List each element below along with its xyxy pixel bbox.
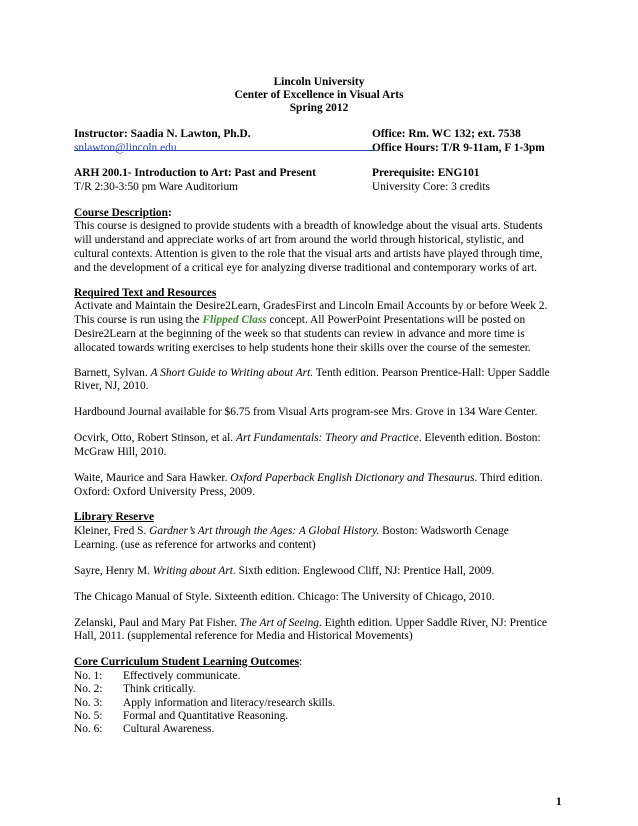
citation-details: . Eleventh edition. Boston: [418, 432, 541, 444]
description-line: will understand and appreciate works of art from around the world through historical, stylistic, and [74, 234, 524, 246]
university-core: University Core: 3 credits [372, 181, 490, 193]
citation-zelanski-line2: Hall, 2011. (supplemental reference for Media and Historical Movements) [74, 630, 413, 642]
description-line: This course is designed to provide students with a breadth of knowledge about the visual arts. Students [74, 220, 543, 232]
outcome-number: No. 2: [74, 683, 103, 695]
citation-zelanski [74, 617, 547, 630]
citation-details: . Third edition. [474, 472, 543, 484]
outcome-text: Effectively communicate. [123, 670, 241, 682]
outcomes-heading: Core Curriculum Student Learning Outcomes [74, 656, 300, 668]
heading-colon: : [299, 656, 303, 668]
citation-title: Oxford Paperback English Dictionary and Thesaurus [230, 472, 475, 484]
university-name: Lincoln University [273, 76, 365, 88]
citation-title: Art Fundamentals: Theory and Practice [235, 432, 419, 444]
citation-kleiner-line2: Learning. (use as reference for artworks and content) [74, 539, 316, 551]
citation-ocvirk [74, 432, 541, 445]
citation-author: Zelanski, Paul and Mary Pat Fisher. [74, 617, 240, 629]
instructor-email-link[interactable]: snlawton@lincoln.edu [74, 142, 177, 154]
outcome-text: Apply information and literacy/research skills. [123, 697, 336, 709]
course-schedule: T/R 2:30-3:50 pm Ware Auditorium [74, 181, 239, 193]
library-reserve-heading: Library Reserve [74, 511, 155, 523]
page-number: 1 [556, 796, 562, 808]
journal-note: Hardbound Journal available for $6.75 from Visual Arts program-see Mrs. Grove in 134 Ware Center. [74, 406, 538, 418]
citation-details: Sixth edition. Englewood Cliff, NJ: Prentice Hall, 2009. [235, 565, 495, 577]
citation-chicago: The Chicago Manual of Style. Sixteenth edition. Chicago: The University of Chicago, 2010. [74, 591, 495, 603]
description-line: and the development of a critical eye for analyzing diverse traditional and contemporary works of art. [74, 262, 538, 274]
center-name: Center of Excellence in Visual Arts [234, 89, 404, 101]
required-text-heading: Required Text and Resources [74, 287, 217, 299]
description-line: cultural contexts. Attention is given to the role that the visual arts and artists have played through time, [74, 248, 543, 260]
office-location: Office: Rm. WC 132; ext. 7538 [372, 128, 521, 140]
resources-line [74, 314, 525, 327]
outcome-text: Formal and Quantitative Reasoning. [123, 710, 289, 722]
citation-title: The Art of Seeing [239, 617, 319, 629]
citation-barnett [74, 367, 550, 380]
outcome-text: Think critically. [123, 683, 196, 695]
prerequisite: Prerequisite: ENG101 [372, 167, 480, 179]
email-underline [74, 150, 374, 151]
resources-text: This course is run using the [74, 314, 203, 326]
citation-ocvirk-line2: McGraw Hill, 2010. [74, 446, 167, 458]
citation-details: . Eighth edition. Upper Saddle River, NJ: Prentice [318, 617, 547, 629]
citation-author: Ocvirk, Otto, Robert Stinson, et al. [74, 432, 236, 444]
citation-kleiner [74, 525, 509, 538]
resources-line: Activate and Maintain the Desire2Learn, GradesFirst and Lincoln Email Accounts by or before Week 2. [74, 300, 548, 312]
outcome-number: No. 6: [74, 723, 103, 735]
citation-author: Kleiner, Fred S. [74, 525, 150, 537]
citation-title: A Short Guide to Writing about Art. [150, 367, 314, 379]
citation-author: Waite, Maurice and Sara Hawker. [74, 472, 231, 484]
instructor-name: Instructor: Saadia N. Lawton, Ph.D. [74, 128, 251, 140]
citation-title: Gardner’s Art through the Ages: A Global History. [149, 525, 380, 537]
citation-sayre [74, 565, 494, 578]
citation-waite-line2: Oxford: Oxford University Press, 2009. [74, 486, 255, 498]
outcome-text: Cultural Awareness. [123, 723, 215, 735]
outcomes-heading-row [74, 656, 302, 669]
course-title: ARH 200.1- Introduction to Art: Past and Present [74, 167, 316, 179]
term: Spring 2012 [289, 102, 349, 114]
office-hours: Office Hours: T/R 9-11am, F 1-3pm [372, 142, 545, 154]
resources-text: concept. All PowerPoint Presentations will be posted on [266, 314, 526, 326]
citation-details: Boston: Wadsworth Cenage [379, 525, 509, 537]
citation-barnett-line2: River, NJ, 2010. [74, 380, 149, 392]
outcome-number: No. 3: [74, 697, 103, 709]
course-description-heading: Course Description [74, 207, 168, 219]
heading-colon: : [167, 207, 172, 219]
flipped-class-emphasis: Flipped Class [202, 314, 267, 326]
resources-line: Desire2Learn at the beginning of the week so that students can review in advance and more time is [74, 328, 525, 340]
citation-details: Tenth edition. Pearson Prentice-Hall: Upper Saddle [313, 367, 550, 379]
citation-waite [74, 472, 543, 485]
outcome-number: No. 5: [74, 710, 103, 722]
outcome-number: No. 1: [74, 670, 103, 682]
citation-title: Writing about Art. [152, 565, 236, 577]
citation-author: Sayre, Henry M. [74, 565, 153, 577]
resources-line: allocated towards writing exercises to help students hone their skills over the course of the semester. [74, 342, 531, 354]
citation-author: Barnett, Sylvan. [74, 367, 151, 379]
course-description-heading-row [74, 207, 172, 220]
